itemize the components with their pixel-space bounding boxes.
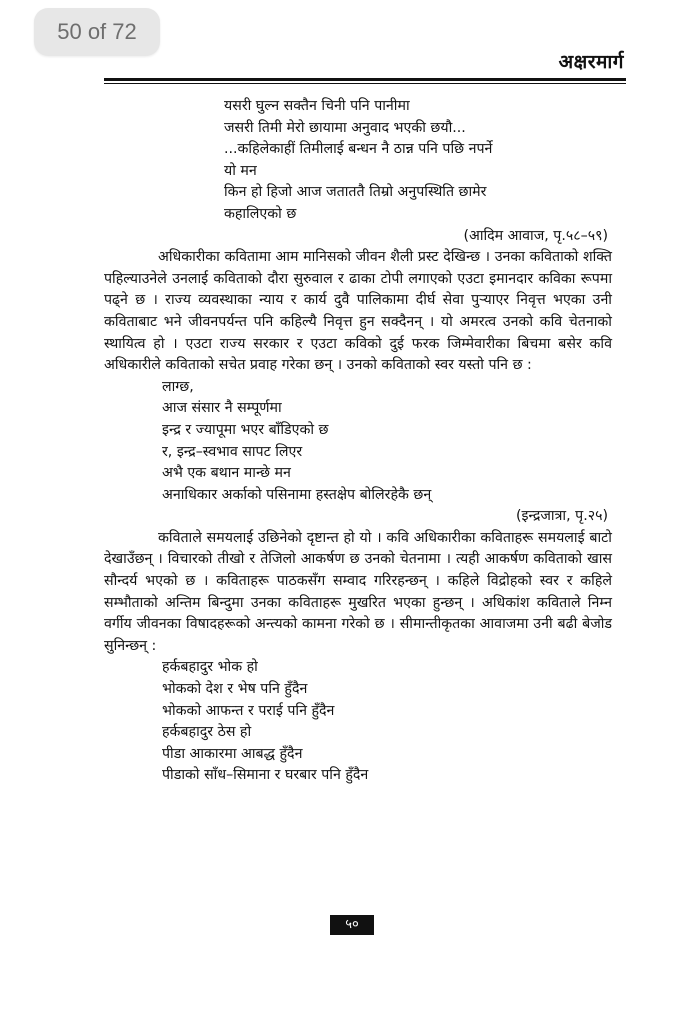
- verse-line: हर्कबहादुर भोक हो: [162, 659, 258, 676]
- verse-line: भोकको देश र भेष पनि हुँदैन: [162, 681, 308, 698]
- page-number: ५०: [330, 915, 374, 935]
- verse-line: किन हो हिजो आज जताततै तिम्रो अनुपस्थिति छामेर: [224, 184, 487, 201]
- verse-line: जसरी तिमी मेरो छायामा अनुवाद भएकी छयौ...: [224, 119, 466, 136]
- page-counter: 50 of 72: [34, 8, 160, 56]
- verse-line: भोकको आफन्त र पराई पनि हुँदैन: [162, 702, 335, 719]
- verse-block-2: [104, 377, 612, 507]
- verse-line: यसरी घुल्न सक्तैन चिनी पनि पानीमा: [224, 98, 410, 114]
- citation-1: (आदिम आवाज, पृ.५८–५९): [463, 227, 608, 244]
- verse-block-1: [104, 96, 612, 226]
- verse-line: पीडाको साँध–सिमाना र घरबार पनि हुँदैन: [162, 767, 369, 784]
- page-content: [104, 92, 612, 787]
- citation-2: (इन्द्रजात्रा, पृ.२५): [515, 508, 608, 525]
- verse-line: र, इन्द्र–स्वभाव सापट लिएर: [162, 443, 303, 460]
- header-rule: [104, 78, 626, 81]
- verse-line: यो मन: [224, 162, 257, 179]
- verse-line: इन्द्र र ज्यापूमा भएर बाँडिएको छ: [162, 421, 329, 438]
- paragraph-2: कविताले समयलाई उछिनेको दृष्टान्त हो यो । कवि अधिकारीका कविताहरू समयलाई बाटो देखाउँछन् । विचारको तीखो र तेजिलो आकर्षण छ उनको चेतनामा । त्यही आकर्षण कविताको खास सौन्दर्य भएको छ । कविताहरू पाठकसँग सम्वाद गरिरहन्छन् । कहिले विद्रोहको स्वर र कहिले सम्भौताको अन्तिम बिन्दुमा उनका कविताहरू मुखरित भएका हुन्छन् । अधिकांश कविताले निम्न वर्गीय जीवनका विषादहरूको अन्त्यको कामना गरेको छ । सीमान्तीकृतका आवाजमा उनी बढी बेजोड सुनिन्छन् :: [104, 529, 612, 654]
- verse-line: कहालिएको छ: [224, 205, 297, 222]
- verse-line: अभै एक बथान मान्छे मन: [162, 465, 291, 482]
- verse-line: अनाधिकार अर्काको पसिनामा हस्तक्षेप बोलिरहेकै छन्: [162, 486, 432, 503]
- verse-block-3: [104, 657, 612, 787]
- verse-line: ...कहिलेकाहीं तिमीलाई बन्धन नै ठान्न पनि पछि नपर्ने: [224, 141, 493, 158]
- verse-line: आज संसार नै सम्पूर्णमा: [162, 400, 282, 417]
- verse-line: पीडा आकारमा आबद्ध हुँदैन: [162, 745, 303, 762]
- verse-line: लाग्छ,: [162, 378, 194, 395]
- journal-title: अक्षरमार्ग: [558, 51, 624, 73]
- verse-line: हर्कबहादुर ठेस हो: [162, 724, 252, 741]
- paragraph-1: अधिकारीका कवितामा आम मानिसको जीवन शैली प्रस्ट देखिन्छ । उनका कविताको शक्ति पहिल्याउनेले उनलाई कविताको दौरा सुरुवाल र ढाका टोपी लगाएको एउटा इमानदार कविका रूपमा पढ्ने छ । राज्य व्यवस्थाका न्याय र कार्य दुवै पालिकामा दीर्घ सेवा पुऱ्याएर निवृत्त भएका उनी कविताबाट भने जीवनपर्यन्त पनि कहिल्यै निवृत्त हुन सक्दैनन् । यो अमरत्व उनको कवि चेतनाको स्थायित्व हो । एउटा राज्य सरकार र एउटा कविको दुई फरक जिम्मेवारीका बिचमा बसेर कवि अधिकारीले कविताको सचेत प्रवाह गरेका छन् । उनको कविताको स्वर यस्तो पनि छ :: [104, 249, 612, 374]
